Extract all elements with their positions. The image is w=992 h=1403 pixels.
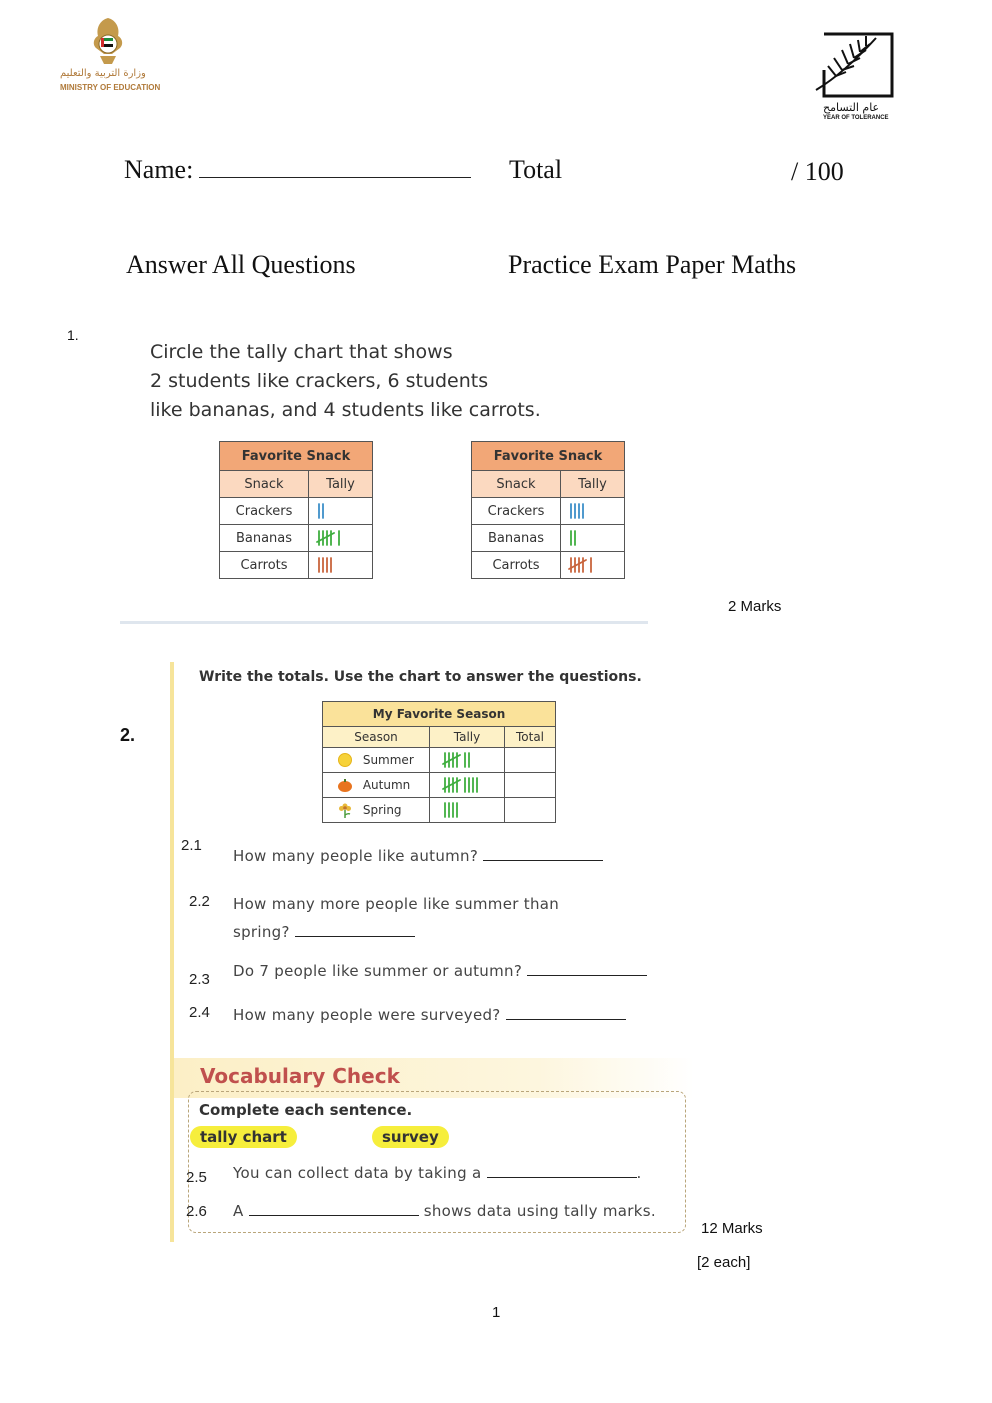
tally-cell [430, 748, 505, 773]
tally-cell [430, 798, 505, 823]
sentence-end: . [636, 1164, 642, 1182]
subquestion-2-3 [233, 961, 647, 980]
subquestion-text: How many more people like summer than [233, 895, 560, 913]
subquestion-text-end: shows data using tally marks. [423, 1202, 656, 1220]
subquestion-text-continued: spring? [233, 923, 290, 941]
total-answer-cell[interactable] [505, 798, 556, 823]
season-label: Autumn [362, 777, 411, 792]
answer-blank[interactable] [295, 922, 415, 937]
tally-cell [309, 552, 373, 579]
q2-side-bar [170, 662, 174, 1242]
season-cell [323, 748, 430, 773]
snack-cell: Crackers [472, 498, 561, 525]
q2-number: 2. [120, 725, 136, 745]
q1-text-line: like bananas, and 4 students like carrots. [150, 399, 541, 421]
col-header-season: Season [323, 727, 430, 748]
col-header-snack: Snack [220, 471, 309, 498]
col-header-total: Total [505, 727, 556, 748]
vocab-word [190, 1128, 297, 1147]
tally-marks [567, 527, 619, 549]
subquestion-number: 2.4 [189, 1004, 210, 1021]
subquestion-text: You can collect data by taking a [233, 1164, 482, 1182]
season-cell [323, 798, 430, 823]
tally-marks [441, 749, 493, 771]
tally-chart-b[interactable] [471, 441, 625, 579]
season-label: Spring [362, 802, 402, 817]
q1-text-line: 2 students like crackers, 6 students [150, 370, 489, 392]
subquestion-text: How many people were surveyed? [233, 1006, 501, 1024]
pumpkin-icon [337, 777, 353, 793]
vocab-word-text: tally chart [190, 1126, 297, 1148]
page-number: 1 [492, 1304, 501, 1321]
subquestion-number: 2.1 [181, 837, 202, 854]
q1-number: 1. [67, 327, 79, 343]
ministry-english-name: MINISTRY OF EDUCATION [60, 83, 161, 92]
subquestion-text: How many people like autumn? [233, 847, 479, 865]
col-header-tally: Tally [430, 727, 505, 748]
subquestion-2-4 [233, 1005, 626, 1024]
q2-marks: 12 Marks [701, 1220, 763, 1237]
name-label: Name: [124, 155, 194, 184]
tally-marks [567, 500, 619, 522]
snack-cell: Bananas [472, 525, 561, 552]
total-answer-cell[interactable] [505, 748, 556, 773]
total-label: Total [509, 155, 563, 184]
tally-marks [315, 527, 367, 549]
answer-blank[interactable] [506, 1005, 626, 1020]
col-header-snack: Snack [472, 471, 561, 498]
vocab-instruction: Complete each sentence. [199, 1101, 413, 1119]
vocab-word-text: survey [372, 1126, 449, 1148]
season-tally-table [322, 701, 556, 823]
tally-cell [309, 525, 373, 552]
snack-cell: Carrots [220, 552, 309, 579]
chart-title: Favorite Snack [220, 442, 373, 471]
snack-cell: Crackers [220, 498, 309, 525]
tally-marks [315, 554, 367, 576]
q2-instruction: Write the totals. Use the chart to answer the questions. [199, 669, 642, 685]
subquestion-number: 2.5 [186, 1169, 207, 1186]
tally-marks [441, 799, 493, 821]
vocab-title: Vocabulary Check [200, 1064, 400, 1088]
subquestion-2-2 [233, 890, 559, 946]
paper-title: Practice Exam Paper Maths [508, 250, 797, 279]
col-header-tally: Tally [309, 471, 373, 498]
tally-chart-a[interactable] [219, 441, 373, 579]
answer-blank[interactable] [487, 1163, 637, 1178]
name-blank[interactable] [199, 155, 471, 178]
tally-cell [561, 552, 625, 579]
subquestion-2-6 [233, 1201, 656, 1220]
name-field [124, 155, 471, 185]
season-table-title: My Favorite Season [323, 702, 556, 727]
year-of-tolerance-english: YEAR OF TOLERANCE [823, 115, 889, 121]
subquestion-number: 2.2 [189, 893, 210, 910]
sun-icon [337, 752, 353, 768]
season-cell [323, 773, 430, 798]
snack-cell: Bananas [220, 525, 309, 552]
q1-marks: 2 Marks [728, 598, 782, 615]
snack-cell: Carrots [472, 552, 561, 579]
total-answer-cell[interactable] [505, 773, 556, 798]
q1-question-text [150, 338, 541, 425]
flower-icon [337, 801, 353, 819]
q1-text-line: Circle the tally chart that shows [150, 341, 453, 363]
ministry-arabic-name: وزارة التربية والتعليم [60, 68, 146, 79]
chart-title: Favorite Snack [472, 442, 625, 471]
vocab-word [372, 1128, 449, 1147]
col-header-tally: Tally [561, 471, 625, 498]
answer-blank[interactable] [527, 961, 647, 976]
tally-marks [315, 500, 367, 522]
answer-blank[interactable] [249, 1201, 419, 1216]
tally-marks [567, 554, 619, 576]
subquestion-2-5 [233, 1163, 642, 1182]
scan-divider [120, 621, 648, 624]
subquestion-number: 2.3 [189, 971, 210, 988]
year-of-tolerance-arabic: عام التسامح [823, 101, 880, 114]
tally-cell [430, 773, 505, 798]
subquestion-2-1 [233, 846, 603, 865]
tally-cell [561, 525, 625, 552]
subquestion-text: A [233, 1202, 244, 1220]
tally-cell [561, 498, 625, 525]
subquestion-number: 2.6 [186, 1203, 207, 1220]
season-label: Summer [362, 752, 414, 767]
total-value: / 100 [791, 157, 844, 186]
tally-marks [441, 774, 493, 796]
answer-blank[interactable] [483, 846, 603, 861]
tally-cell [309, 498, 373, 525]
subquestion-text: Do 7 people like summer or autumn? [233, 962, 523, 980]
q2-marks-note: [2 each] [697, 1254, 751, 1271]
instruction-heading: Answer All Questions [126, 250, 356, 279]
